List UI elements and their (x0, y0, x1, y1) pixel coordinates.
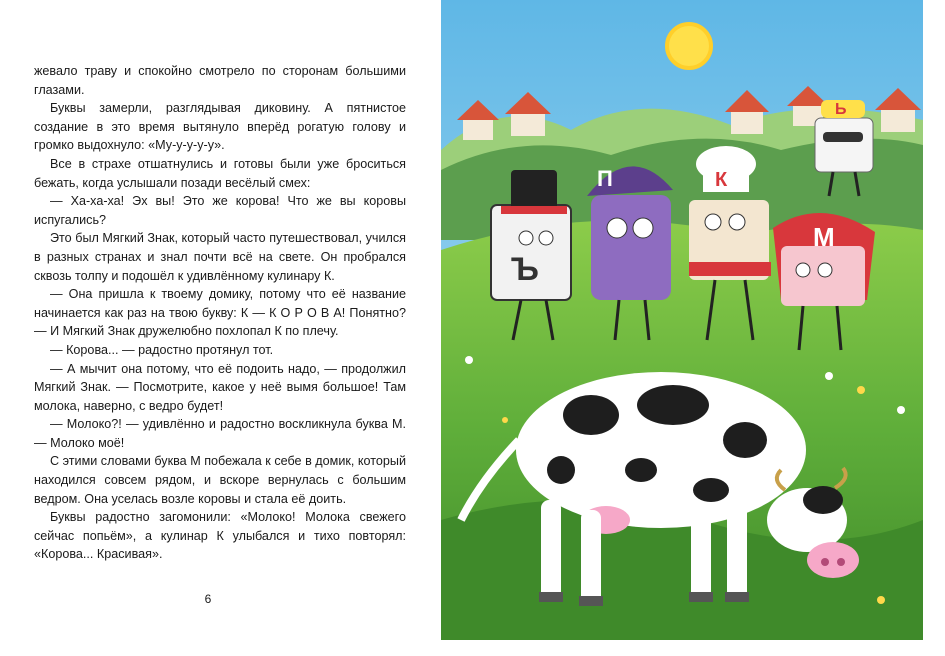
paragraph: Это был Мягкий Знак, который часто путешествовал, учился в разных странах и знал почти всё на свете. Он пробрался сквозь толпу и подошёл к удивлённому кулинару К. (34, 231, 406, 283)
ka-letter: К (715, 169, 728, 191)
paragraph: Буквы радостно загомонили: «Молоко! Молока свежего сейчас попьём», а кулинар К улыбался и тихо повторял: «Корова... Красивая». (34, 510, 406, 562)
paragraph: Все в страхе отшатнулись и готовы были уже броситься бежать, когда услышали позади весёлый смех: (34, 156, 406, 190)
illustration (441, 0, 923, 640)
paragraph: — Она пришла к твоему домику, потому что её название начинается как раз на твою букву: К — К О Р О В А! Понятно? — И Мягкий Знак дружелюбно похлопал К по плечу. (34, 287, 406, 339)
paragraph: жевало траву и спокойно смотрело по сторонам большими глазами. (34, 64, 406, 97)
paragraph: С этими словами буква М побежала к себе в домик, который находился совсем рядом, и вскоре вернулась с большим ведром. Она уселась возле коровы и стала её доить. (34, 454, 406, 506)
page-number: 6 (204, 592, 212, 606)
paragraph: Буквы замерли, разглядывая диковину. А пятнистое создание в это время вытянуло вперёд рогатую голову и громко выдохнуло: «Му-у-у-у-у». (34, 101, 406, 153)
paragraph: — Ха-ха-ха! Эх вы! Это же корова! Что же вы коровы испугались? (34, 194, 406, 227)
paragraph: — Молоко?! — удивлённо и радостно воскликнула буква М. — Молоко моё! (34, 417, 406, 450)
story-text (34, 62, 406, 564)
paragraph: — Корова... — радостно протянул тот. (50, 342, 274, 357)
sun-icon (667, 24, 711, 68)
pe-letter: П (597, 166, 613, 191)
soft-sign-letter: Ь (835, 101, 847, 118)
em-letter: М (813, 222, 835, 252)
hard-sign-letter: Ъ (511, 251, 539, 287)
left-page (0, 0, 440, 656)
paragraph: — А мычит она потому, что её подоить надо, — продолжил Мягкий Знак. — Посмотрите, какое у неё вымя большое! Там молока, наверно, с ведро будет! (34, 361, 406, 413)
